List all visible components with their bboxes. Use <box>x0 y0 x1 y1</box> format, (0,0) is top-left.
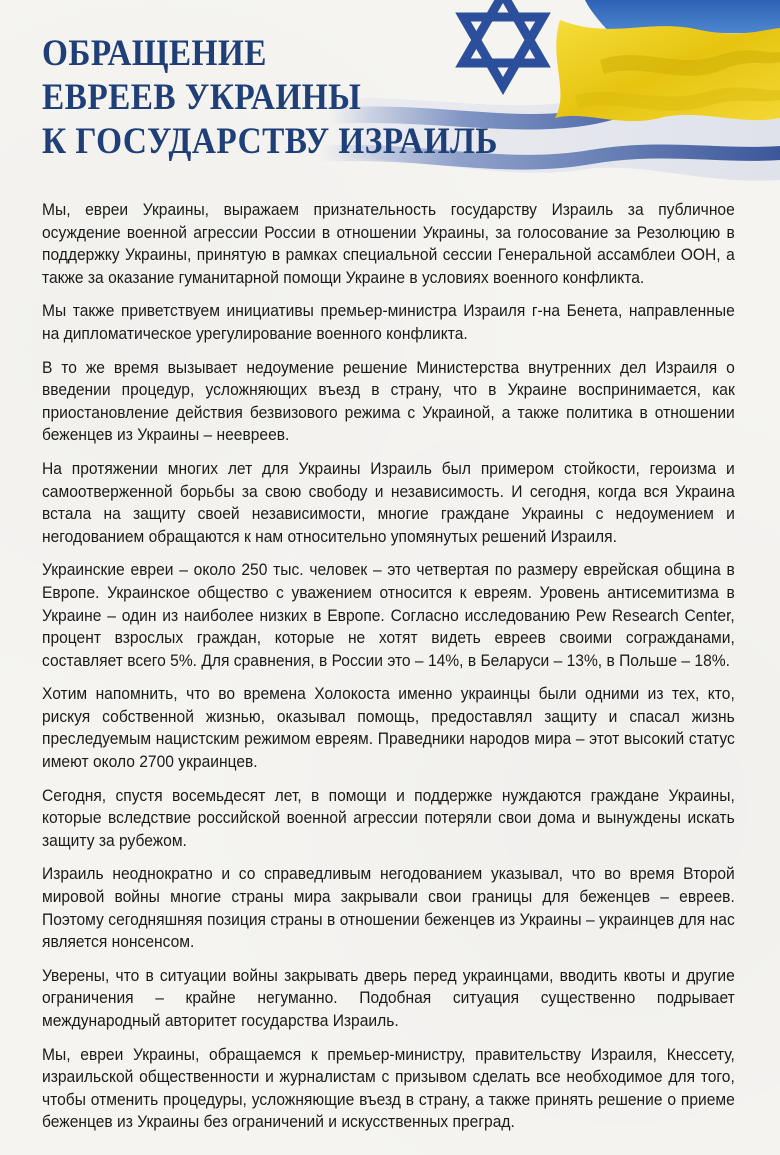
paragraph: Сегодня, спустя восемьдесят лет, в помощи и поддержке нуждаются граждане Украины, которые вследствие российской военной агрессии потеряли свои дома и вынуждены искать защиту за рубежом. <box>42 785 735 850</box>
paragraph: Израиль неоднократно и со справедливым негодованием указывал, что во время Второй мировой войны многие страны мира закрывали свои границы для беженцев – евреев. Поэтому сегодняшняя позиция страны в отношении беженцев из Украины – украинцев для нас является нонсенсом. <box>42 864 735 952</box>
header-banner <box>0 0 780 185</box>
title-line: К ГОСУДАРСТВУ ИЗРАИЛЬ <box>42 121 498 162</box>
paragraph: Уверены, что в ситуации войны закрывать дверь перед украинцами, вводить квоты и другие ограничения – крайне негуманно. Подобная ситуация существенно подрывает международный авторитет государства Израиль. <box>42 965 735 1030</box>
page-title <box>42 32 498 164</box>
paragraph: В то же время вызывает недоумение решение Министерства внутренних дел Израиля о введении процедур, усложняющих въезд в страну, что в Украине воспринимается, как приостановление действия безвизового режима с Украиной, а также политика в отношении беженцев из Украины – неевреев. <box>42 357 735 445</box>
title-line: ЕВРЕЕВ УКРАИНЫ <box>42 77 362 118</box>
letter-body <box>42 199 735 1145</box>
paragraph: Украинские евреи – около 250 тыс. человек – это четвертая по размеру еврейская община в Европе. Украинское общество с уважением относится к евреям. Уровень антисемитизма в Украине – один из наиболее низких в Европе. Согласно исследованию Pew Research Center, процент взрослых граждан, которые не хотят видеть евреев своими согражданами, составляет всего 5%. Для сравнения, в России это – 14%, в Беларуси – 13%, в Польше – 18%. <box>42 560 735 670</box>
title-line: ОБРАЩЕНИЕ <box>42 33 267 74</box>
paragraph: Хотим напомнить, что во времена Холокоста именно украинцы были одними из тех, кто, рискуя собственной жизнью, оказывал помощь, предоставлял защиту и спасал жизнь преследуемым нацистским режимом евреям. Праведники народов мира – этот высокий статус имеют около 2700 украинцев. <box>42 684 735 772</box>
ukraine-flag-icon <box>555 0 780 121</box>
paragraph: Мы также приветствуем инициативы премьер-министра Израиля г-на Бенета, направленные на дипломатическое урегулирование военного конфликта. <box>42 301 735 343</box>
paragraph: На протяжении многих лет для Украины Израиль был примером стойкости, героизма и самоотверженной борьбы за свою свободу и независимость. И сегодня, когда вся Украина встала на защиту своей независимости, многие граждане Украины с недоумением и негодованием обращаются к нам относительно упомянутых решений Израиля. <box>42 458 735 546</box>
paragraph: Мы, евреи Украины, обращаемся к премьер-министру, правительству Израиля, Кнессету, израильской общественности и журналистам с призывом сделать все необходимое для того, чтобы отменить процедуры, усложняющие въезд в страну, а также принять решение о приеме беженцев из Украины без ограничений и искусственных преград. <box>42 1044 735 1132</box>
paragraph: Мы, евреи Украины, выражаем признательность государству Израиль за публичное осуждение военной агрессии России в отношении Украины, за голосование за Резолюцию в поддержку Украины, принятую в рамках специальной сессии Генеральной ассамблеи ООН, а также за оказание гуманитарной помощи Украине в условиях военного конфликта. <box>42 200 735 287</box>
